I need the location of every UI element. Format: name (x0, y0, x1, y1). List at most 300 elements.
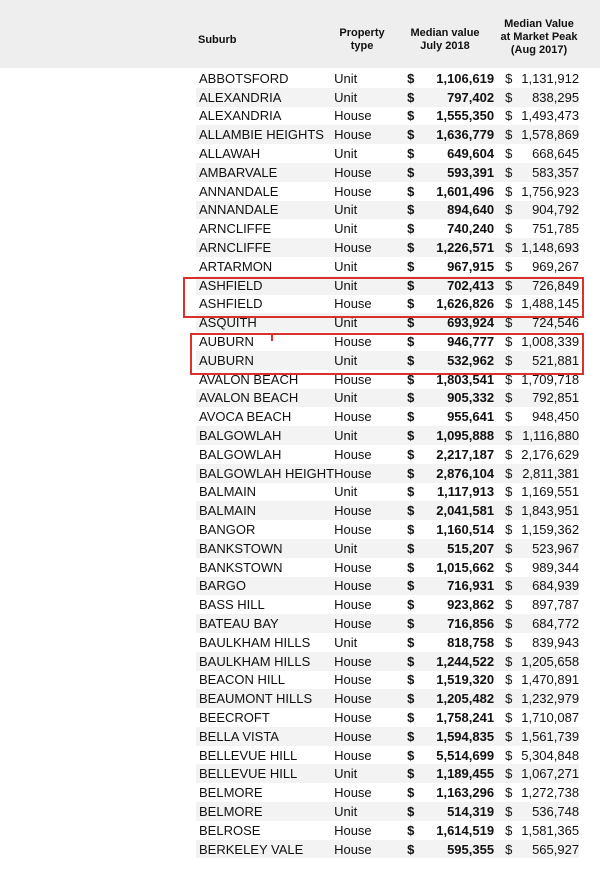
table-row (196, 407, 579, 426)
median-currency-symbol: $ (407, 634, 415, 650)
peak-value-cell: 1,232,979 (517, 689, 579, 708)
suburb-cell: ALLAWAH (199, 146, 261, 162)
peak-currency-symbol: $ (505, 125, 517, 144)
peak-value-cell: 1,843,951 (517, 501, 579, 520)
column-spacer (494, 88, 505, 107)
table-row (196, 483, 579, 502)
median-value-cell: 1,095,888 (421, 426, 494, 445)
table-row (196, 614, 579, 633)
property-type-cell: House (334, 727, 407, 746)
property-type-cell: Unit (334, 276, 407, 295)
median-currency-symbol: $ (407, 409, 415, 425)
median-value-cell: 1,189,455 (421, 764, 494, 783)
table-row (196, 464, 579, 483)
column-spacer (494, 219, 505, 238)
column-spacer (494, 633, 505, 652)
column-spacer (494, 764, 505, 783)
property-type-cell: House (334, 296, 372, 312)
highlight-box-ashfield (183, 277, 584, 318)
median-value-cell: 649,604 (447, 146, 495, 162)
property-type-cell: Unit (334, 221, 358, 237)
table-row (196, 840, 579, 859)
suburb-cell: ARNCLIFFE (196, 238, 334, 257)
median-currency-symbol: $ (407, 371, 415, 387)
median-value-cell: 595,355 (421, 840, 494, 859)
suburb-cell: BARGO (196, 577, 334, 596)
column-spacer (494, 689, 505, 708)
suburb-cell: ARTARMON (199, 258, 273, 274)
suburb-cell: BELMORE (196, 802, 334, 821)
table-row (196, 633, 579, 652)
property-type-cell: House (334, 108, 372, 124)
median-value-cell: 532,962 (421, 351, 494, 370)
median-value-cell: 905,332 (421, 389, 494, 408)
peak-currency-symbol: $ (505, 313, 517, 332)
peak-currency-symbol: $ (505, 689, 517, 708)
peak-currency-symbol: $ (505, 727, 517, 746)
peak-value-cell: 523,967 (517, 539, 579, 558)
header-median-line2: July 2018 (420, 40, 470, 52)
table-row (196, 182, 579, 201)
suburb-cell: ABBOTSFORD (199, 70, 289, 86)
median-value-cell: 1,117,913 (436, 484, 495, 500)
table-row (196, 445, 579, 464)
table-row (196, 671, 579, 690)
suburb-cell: AUBURN (196, 351, 334, 370)
property-type-cell: Unit (334, 426, 407, 445)
median-value-cell: 967,915 (447, 258, 495, 274)
median-value-cell: 797,402 (421, 88, 494, 107)
column-spacer (494, 257, 505, 276)
header-property-type (335, 27, 389, 53)
peak-value-cell: 1,470,891 (521, 672, 580, 688)
peak-currency-symbol: $ (505, 822, 513, 838)
column-spacer (494, 163, 505, 182)
suburb-cell: AUBURN (199, 334, 254, 350)
median-currency-symbol: $ (407, 88, 421, 107)
peak-currency-symbol: $ (505, 258, 513, 274)
median-value-cell: 2,217,187 (436, 446, 495, 462)
property-type-cell: House (334, 614, 407, 633)
median-value-cell: 716,931 (421, 577, 494, 596)
column-spacer (494, 595, 505, 614)
peak-value-cell: 792,851 (517, 389, 579, 408)
column-spacer (494, 802, 505, 821)
column-spacer (494, 201, 505, 220)
median-currency-symbol: $ (407, 501, 421, 520)
property-values-table (196, 69, 579, 858)
median-currency-symbol: $ (407, 672, 415, 688)
median-value-cell: 955,641 (447, 409, 495, 425)
peak-currency-symbol: $ (505, 88, 517, 107)
table-row (196, 501, 579, 520)
median-value-cell: 1,803,541 (436, 371, 495, 387)
median-currency-symbol: $ (407, 238, 421, 257)
column-spacer (494, 407, 505, 426)
highlight-tick-mark (271, 333, 273, 341)
median-currency-symbol: $ (407, 522, 415, 538)
median-value-cell: 1,163,296 (436, 785, 495, 801)
peak-currency-symbol: $ (505, 464, 517, 483)
median-currency-symbol: $ (407, 276, 421, 295)
suburb-cell: BANKSTOWN (196, 539, 334, 558)
property-type-cell: House (334, 597, 372, 613)
column-spacer (494, 539, 505, 558)
table-row (196, 163, 579, 182)
property-type-cell: Unit (334, 764, 407, 783)
median-value-cell: 693,924 (421, 313, 494, 332)
peak-value-cell: 948,450 (532, 409, 580, 425)
table-row (196, 144, 579, 163)
header-suburb: Suburb (198, 34, 237, 46)
peak-currency-symbol: $ (505, 785, 513, 801)
property-type-cell: House (334, 464, 407, 483)
table-row (196, 746, 579, 765)
peak-currency-symbol: $ (505, 501, 517, 520)
table-row (196, 539, 579, 558)
peak-value-cell: 839,943 (532, 634, 580, 650)
median-currency-symbol: $ (407, 183, 415, 199)
median-value-cell: 2,041,581 (421, 501, 494, 520)
property-type-cell: House (334, 785, 372, 801)
peak-currency-symbol: $ (505, 614, 517, 633)
suburb-cell: BATEAU BAY (196, 614, 334, 633)
property-type-cell: House (334, 577, 407, 596)
median-currency-symbol: $ (407, 614, 421, 633)
suburb-cell: BASS HILL (199, 597, 265, 613)
median-value-cell: 2,876,104 (421, 464, 494, 483)
property-type-cell: Unit (334, 313, 407, 332)
table-row (196, 389, 579, 408)
median-value-cell: 5,514,699 (436, 747, 495, 763)
peak-value-cell: 724,546 (517, 313, 579, 332)
table-body (196, 69, 579, 858)
peak-currency-symbol: $ (505, 70, 513, 86)
suburb-cell: BELLA VISTA (196, 727, 334, 746)
median-currency-symbol: $ (407, 709, 415, 725)
column-spacer (494, 558, 505, 577)
column-spacer (494, 520, 505, 539)
median-currency-symbol: $ (407, 559, 415, 575)
median-value-cell: 946,777 (447, 334, 495, 350)
peak-value-cell: 1,488,145 (521, 296, 580, 312)
suburb-cell: ALLAMBIE HEIGHTS (196, 125, 334, 144)
peak-value-cell: 1,148,693 (517, 238, 579, 257)
table-row (196, 520, 579, 539)
suburb-cell: ALEXANDRIA (196, 88, 334, 107)
suburb-cell: BEECROFT (199, 709, 270, 725)
header-median-line1: Median value (410, 27, 480, 39)
table-row (196, 125, 579, 144)
suburb-cell: BELLEVUE HILL (196, 764, 334, 783)
peak-currency-symbol: $ (505, 276, 517, 295)
table-row (196, 652, 579, 671)
table-row (196, 764, 579, 783)
header-peak-line1: Median Value (504, 18, 574, 30)
table-row (196, 201, 579, 220)
header-median-value (405, 27, 485, 53)
column-spacer (494, 671, 505, 690)
median-currency-symbol: $ (407, 539, 421, 558)
peak-currency-symbol: $ (505, 334, 513, 350)
peak-currency-symbol: $ (505, 522, 513, 538)
median-value-cell: 1,519,320 (436, 672, 495, 688)
median-currency-symbol: $ (407, 764, 421, 783)
median-currency-symbol: $ (407, 426, 421, 445)
property-type-cell: Unit (334, 389, 407, 408)
column-spacer (494, 783, 505, 802)
property-type-cell: House (334, 371, 372, 387)
median-value-cell: 716,856 (421, 614, 494, 633)
peak-value-cell: 2,811,381 (517, 464, 579, 483)
median-value-cell: 1,226,571 (421, 238, 494, 257)
peak-currency-symbol: $ (505, 296, 513, 312)
median-value-cell: 1,160,514 (436, 522, 495, 538)
table-row (196, 69, 579, 88)
median-currency-symbol: $ (407, 577, 421, 596)
column-spacer (494, 577, 505, 596)
median-currency-symbol: $ (407, 785, 415, 801)
property-type-cell: House (334, 522, 372, 538)
column-spacer (494, 483, 505, 502)
suburb-cell: BALMAIN (199, 484, 257, 500)
table-header (0, 0, 600, 68)
column-spacer (494, 144, 505, 163)
peak-currency-symbol: $ (505, 108, 513, 124)
median-currency-symbol: $ (407, 313, 421, 332)
suburb-cell: BALGOWLAH (196, 426, 334, 445)
peak-currency-symbol: $ (505, 764, 517, 783)
suburb-cell: AVALON BEACH (199, 371, 299, 387)
suburb-cell: BANGOR (199, 522, 256, 538)
peak-currency-symbol: $ (505, 484, 513, 500)
median-value-cell: 1,015,662 (436, 559, 495, 575)
suburb-cell: ASHFIELD (199, 296, 263, 312)
column-spacer (494, 389, 505, 408)
column-spacer (494, 182, 505, 201)
peak-currency-symbol: $ (505, 146, 513, 162)
peak-currency-symbol: $ (505, 201, 517, 220)
median-value-cell: 593,391 (421, 163, 494, 182)
property-type-cell: Unit (334, 88, 407, 107)
table-row (196, 257, 579, 276)
suburb-cell: ALEXANDRIA (199, 108, 282, 124)
header-property-type-line1: Property (339, 27, 385, 39)
median-currency-symbol: $ (407, 296, 415, 312)
suburb-cell: AMBARVALE (196, 163, 334, 182)
peak-value-cell: 1,008,339 (521, 334, 580, 350)
column-spacer (494, 464, 505, 483)
median-currency-symbol: $ (407, 464, 421, 483)
median-currency-symbol: $ (407, 389, 421, 408)
median-currency-symbol: $ (407, 70, 415, 86)
median-value-cell: 923,862 (447, 597, 495, 613)
suburb-cell: BAULKHAM HILLS (196, 652, 334, 671)
peak-currency-symbol: $ (505, 371, 513, 387)
median-value-cell: 1,555,350 (436, 108, 495, 124)
median-value-cell: 1,601,496 (436, 183, 495, 199)
median-value-cell: 1,205,482 (421, 689, 494, 708)
property-type-cell: House (334, 559, 372, 575)
column-spacer (494, 445, 505, 464)
suburb-cell: BALMAIN (196, 501, 334, 520)
peak-value-cell: 1,272,738 (521, 785, 580, 801)
peak-value-cell: 969,267 (532, 258, 580, 274)
median-value-cell: 1,106,619 (436, 70, 495, 86)
table-row (196, 426, 579, 445)
peak-currency-symbol: $ (505, 802, 517, 821)
median-value-cell: 1,594,835 (421, 727, 494, 746)
property-type-cell: House (334, 689, 407, 708)
suburb-cell: ASQUITH (196, 313, 334, 332)
median-currency-symbol: $ (407, 334, 415, 350)
property-type-cell: House (334, 652, 407, 671)
suburb-cell: BELLEVUE HILL (199, 747, 298, 763)
median-currency-symbol: $ (407, 727, 421, 746)
property-type-cell: Unit (334, 539, 407, 558)
peak-value-cell: 5,304,848 (521, 747, 580, 763)
peak-value-cell: 1,581,365 (521, 822, 580, 838)
suburb-cell: BALGOWLAH HEIGHT (196, 464, 334, 483)
median-currency-symbol: $ (407, 484, 415, 500)
median-value-cell: 1,758,241 (436, 709, 495, 725)
column-spacer (494, 426, 505, 445)
column-spacer (494, 821, 505, 840)
peak-value-cell: 565,927 (517, 840, 579, 859)
peak-value-cell: 1,578,869 (517, 125, 579, 144)
property-type-cell: House (334, 840, 407, 859)
column-spacer (494, 69, 505, 88)
median-currency-symbol: $ (407, 802, 421, 821)
property-type-cell: Unit (334, 351, 407, 370)
property-type-cell: House (334, 125, 407, 144)
peak-currency-symbol: $ (505, 351, 517, 370)
peak-currency-symbol: $ (505, 446, 513, 462)
peak-value-cell: 684,772 (517, 614, 579, 633)
peak-value-cell: 684,939 (517, 577, 579, 596)
suburb-cell: BEACON HILL (199, 672, 285, 688)
property-type-cell: House (334, 747, 372, 763)
property-type-cell: House (334, 501, 407, 520)
suburb-cell: BELMORE (199, 785, 263, 801)
peak-currency-symbol: $ (505, 709, 513, 725)
column-spacer (494, 107, 505, 126)
peak-currency-symbol: $ (505, 634, 513, 650)
table-row (196, 558, 579, 577)
property-type-cell: House (334, 709, 372, 725)
property-type-cell: House (334, 822, 372, 838)
median-value-cell: 1,626,826 (436, 296, 495, 312)
table-row (196, 783, 579, 802)
property-type-cell: House (334, 446, 372, 462)
table-row (196, 219, 579, 238)
table-row (196, 802, 579, 821)
peak-value-cell: 726,849 (517, 276, 579, 295)
property-type-cell: Unit (334, 258, 358, 274)
median-currency-symbol: $ (407, 446, 415, 462)
peak-value-cell: 1,493,473 (521, 108, 580, 124)
peak-currency-symbol: $ (505, 389, 517, 408)
table-row (196, 595, 579, 614)
peak-currency-symbol: $ (505, 597, 513, 613)
column-spacer (494, 727, 505, 746)
suburb-cell: BALGOWLAH (199, 446, 282, 462)
property-type-cell: Unit (334, 146, 358, 162)
median-currency-symbol: $ (407, 201, 421, 220)
peak-currency-symbol: $ (505, 238, 517, 257)
property-type-cell: Unit (334, 484, 358, 500)
median-value-cell: 740,240 (447, 221, 495, 237)
peak-currency-symbol: $ (505, 409, 513, 425)
peak-value-cell: 1,169,551 (521, 484, 580, 500)
peak-currency-symbol: $ (505, 652, 517, 671)
median-value-cell: 1,636,779 (421, 125, 494, 144)
property-type-cell: House (334, 409, 372, 425)
median-currency-symbol: $ (407, 597, 415, 613)
peak-value-cell: 521,881 (517, 351, 579, 370)
table-row (196, 689, 579, 708)
median-currency-symbol: $ (407, 125, 421, 144)
column-spacer (494, 840, 505, 859)
median-value-cell: 1,614,519 (436, 822, 495, 838)
property-type-cell: Unit (334, 634, 358, 650)
peak-value-cell: 751,785 (532, 221, 580, 237)
suburb-cell: AVOCA BEACH (199, 409, 292, 425)
highlight-box-auburn (190, 333, 584, 375)
median-value-cell: 1,244,522 (421, 652, 494, 671)
column-spacer (494, 652, 505, 671)
property-type-cell: Unit (334, 70, 358, 86)
peak-value-cell: 1,159,362 (521, 522, 580, 538)
peak-value-cell: 536,748 (517, 802, 579, 821)
property-type-cell: Unit (334, 802, 407, 821)
median-currency-symbol: $ (407, 258, 415, 274)
property-type-cell: Unit (334, 201, 407, 220)
peak-currency-symbol: $ (505, 221, 513, 237)
table-row (196, 107, 579, 126)
header-peak-line3: (Aug 2017) (510, 44, 568, 56)
peak-currency-symbol: $ (505, 183, 513, 199)
peak-value-cell: 1,116,880 (517, 426, 579, 445)
median-currency-symbol: $ (407, 351, 421, 370)
median-currency-symbol: $ (407, 689, 421, 708)
peak-currency-symbol: $ (505, 577, 517, 596)
median-value-cell: 894,640 (421, 201, 494, 220)
median-value-cell: 818,758 (447, 634, 495, 650)
peak-currency-symbol: $ (505, 747, 513, 763)
table-row (196, 727, 579, 746)
suburb-cell: ARNCLIFFE (199, 221, 272, 237)
suburb-cell: ANNANDALE (199, 183, 279, 199)
peak-value-cell: 1,131,912 (521, 70, 580, 86)
median-currency-symbol: $ (407, 747, 415, 763)
peak-value-cell: 2,176,629 (521, 446, 580, 462)
peak-currency-symbol: $ (505, 163, 517, 182)
table-row (196, 708, 579, 727)
suburb-cell: BELROSE (199, 822, 261, 838)
median-currency-symbol: $ (407, 840, 421, 859)
suburb-cell: ANNANDALE (196, 201, 334, 220)
peak-value-cell: 989,344 (532, 559, 580, 575)
suburb-cell: AVALON BEACH (196, 389, 334, 408)
header-property-type-line2: type (350, 40, 374, 52)
peak-value-cell: 838,295 (517, 88, 579, 107)
peak-value-cell: 1,205,658 (517, 652, 579, 671)
property-type-cell: House (334, 672, 372, 688)
table-row (196, 821, 579, 840)
peak-value-cell: 897,787 (532, 597, 580, 613)
peak-value-cell: 668,645 (532, 146, 580, 162)
